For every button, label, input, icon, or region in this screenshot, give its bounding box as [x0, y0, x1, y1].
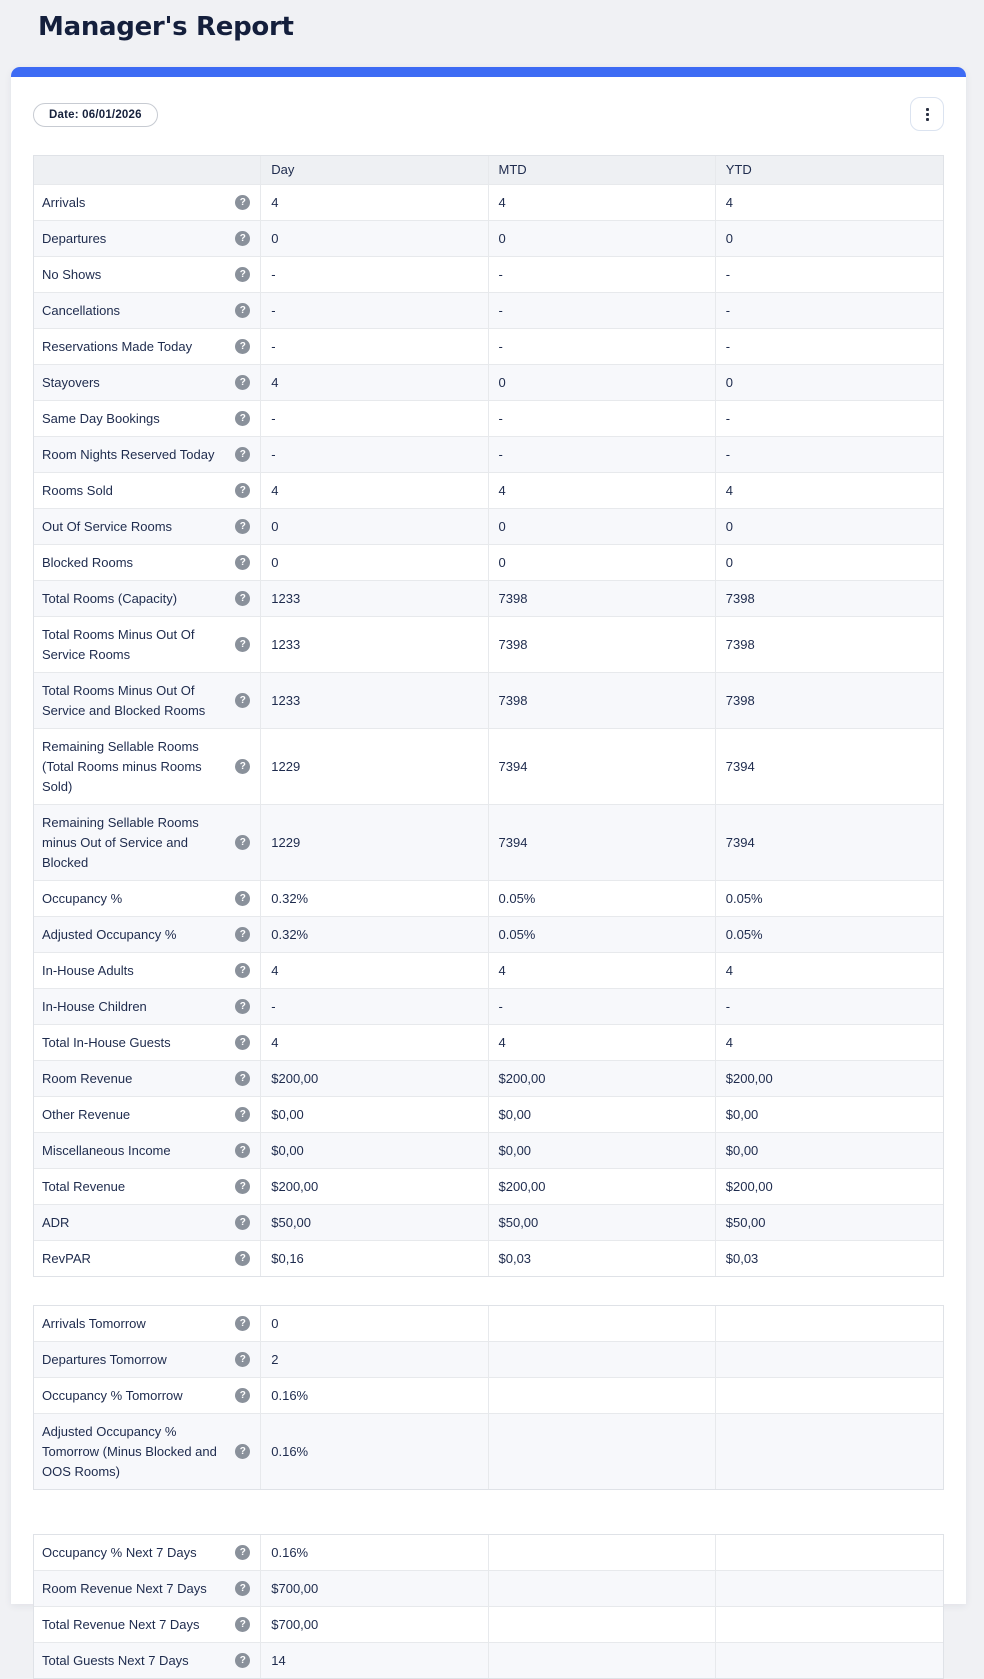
cell-ytd: - — [725, 266, 731, 282]
table-row — [34, 1571, 943, 1607]
column-header-empty — [34, 156, 261, 184]
table-row — [34, 257, 943, 293]
cell-mtd: 7394 — [489, 805, 716, 880]
row-label: Adjusted Occupancy % — [42, 926, 177, 942]
tomorrow-table — [33, 1305, 944, 1490]
table-row — [34, 1097, 943, 1133]
accent-bar — [11, 67, 966, 77]
cell-ytd — [716, 1342, 943, 1377]
table-row — [34, 1607, 943, 1643]
cell-ytd: 0.05% — [725, 890, 763, 906]
row-label-cell — [34, 221, 261, 256]
table-row — [34, 805, 943, 881]
next-7-days-table — [33, 1534, 944, 1679]
row-label-cell — [34, 581, 261, 616]
cell-mtd: 0.05% — [489, 881, 716, 916]
table-row — [34, 437, 943, 473]
help-icon[interactable]: ? — [235, 375, 250, 390]
help-icon[interactable]: ? — [235, 1617, 250, 1632]
help-icon[interactable]: ? — [235, 693, 250, 708]
help-icon[interactable]: ? — [235, 555, 250, 570]
help-icon[interactable]: ? — [235, 411, 250, 426]
row-label: Departures Tomorrow — [42, 1351, 167, 1367]
row-label-cell — [34, 1169, 261, 1204]
table-row — [34, 1241, 943, 1276]
cell-day: 1233 — [261, 673, 488, 728]
main-report-table — [33, 155, 944, 1277]
help-icon[interactable]: ? — [235, 519, 250, 534]
cell-mtd: 0 — [489, 509, 716, 544]
help-icon[interactable]: ? — [235, 1179, 250, 1194]
help-icon[interactable]: ? — [235, 447, 250, 462]
row-label: RevPAR — [42, 1250, 91, 1266]
cell-ytd: 7398 — [725, 636, 755, 652]
help-icon[interactable]: ? — [235, 891, 250, 906]
table-header-row — [34, 156, 943, 185]
table-row — [34, 1535, 943, 1571]
row-label-cell — [34, 509, 261, 544]
row-label: No Shows — [42, 266, 102, 282]
cell-mtd: $0,00 — [489, 1097, 716, 1132]
cell-ytd: $0,03 — [725, 1250, 759, 1266]
help-icon[interactable]: ? — [235, 1071, 250, 1086]
row-label-cell — [34, 257, 261, 292]
cell-day: 4 — [261, 365, 488, 400]
cell-ytd: 4 — [725, 482, 733, 498]
cell-mtd: - — [489, 257, 716, 292]
cell-day: - — [261, 329, 488, 364]
cell-ytd — [716, 1306, 943, 1341]
row-label: Total Rooms Minus Out Of Service and Blocked Rooms — [42, 682, 206, 718]
cell-mtd: 4 — [489, 473, 716, 508]
row-label-cell — [34, 365, 261, 400]
cell-ytd: 4 — [725, 1034, 733, 1050]
row-label: Occupancy % Tomorrow — [42, 1387, 183, 1403]
row-label: Other Revenue — [42, 1106, 131, 1122]
row-label: In-House Children — [42, 998, 147, 1014]
cell-mtd: $200,00 — [489, 1169, 716, 1204]
row-label-cell — [34, 1571, 261, 1606]
cell-day: 4 — [261, 953, 488, 988]
row-label-cell — [34, 953, 261, 988]
row-label: Total Revenue Next 7 Days — [42, 1616, 200, 1632]
row-label: Rooms Sold — [42, 482, 113, 498]
row-label-cell — [34, 329, 261, 364]
help-icon[interactable]: ? — [235, 1352, 250, 1367]
cell-ytd: 4 — [725, 194, 733, 210]
cell-day: 1233 — [261, 617, 488, 672]
help-icon[interactable]: ? — [235, 927, 250, 942]
cell-day: - — [261, 989, 488, 1024]
table-row — [34, 365, 943, 401]
cell-mtd: - — [489, 401, 716, 436]
cell-ytd: 0.05% — [725, 926, 763, 942]
cell-mtd: 4 — [489, 1025, 716, 1060]
table-row — [34, 1342, 943, 1378]
cell-ytd: 7398 — [725, 692, 755, 708]
help-icon[interactable]: ? — [235, 591, 250, 606]
help-icon[interactable]: ? — [235, 1316, 250, 1331]
row-label-cell — [34, 673, 261, 728]
row-label: Total In-House Guests — [42, 1034, 171, 1050]
column-header-day: Day — [261, 156, 488, 184]
cell-mtd — [489, 1607, 716, 1642]
row-label-cell — [34, 545, 261, 580]
cell-mtd: 0.05% — [489, 917, 716, 952]
cell-day: 0.16% — [261, 1378, 488, 1413]
cell-ytd: 0 — [725, 230, 733, 246]
cell-ytd — [716, 1643, 943, 1678]
cell-mtd — [489, 1378, 716, 1413]
cell-mtd — [489, 1306, 716, 1341]
row-label: Departures — [42, 230, 107, 246]
cell-day: 0.32% — [261, 881, 488, 916]
row-label-cell — [34, 1342, 261, 1377]
cell-ytd: 0 — [725, 554, 733, 570]
cell-mtd: 7394 — [489, 729, 716, 804]
cell-day: 14 — [261, 1643, 488, 1678]
row-label: Adjusted Occupancy % Tomorrow (Minus Blocked and OOS Rooms) — [42, 1423, 217, 1479]
table-row — [34, 293, 943, 329]
cell-day: $700,00 — [261, 1607, 488, 1642]
help-icon[interactable]: ? — [235, 483, 250, 498]
table-row — [34, 1061, 943, 1097]
help-icon[interactable]: ? — [235, 303, 250, 318]
row-label: In-House Adults — [42, 962, 134, 978]
table-row — [34, 581, 943, 617]
help-icon[interactable]: ? — [235, 637, 250, 652]
row-label: ADR — [42, 1214, 70, 1230]
help-icon[interactable]: ? — [235, 963, 250, 978]
cell-ytd: 7394 — [725, 758, 755, 774]
table-row — [34, 673, 943, 729]
cell-mtd: - — [489, 329, 716, 364]
row-label-cell — [34, 1306, 261, 1341]
help-icon[interactable]: ? — [235, 195, 250, 210]
table-row — [34, 329, 943, 365]
cell-mtd: - — [489, 437, 716, 472]
row-label: Arrivals Tomorrow — [42, 1315, 146, 1331]
row-label: Blocked Rooms — [42, 554, 134, 570]
row-label: Total Guests Next 7 Days — [42, 1652, 189, 1668]
table-row — [34, 509, 943, 545]
row-label-cell — [34, 1414, 261, 1489]
table-row — [34, 473, 943, 509]
table-row — [34, 401, 943, 437]
table-row — [34, 881, 943, 917]
table-row — [34, 1025, 943, 1061]
cell-day: - — [261, 257, 488, 292]
row-label: Room Revenue — [42, 1070, 133, 1086]
table-row — [34, 1378, 943, 1414]
cell-day: $0,00 — [261, 1097, 488, 1132]
cell-day: 0.16% — [261, 1414, 488, 1489]
cell-mtd: 7398 — [489, 581, 716, 616]
cell-mtd: $0,03 — [489, 1241, 716, 1276]
row-label-cell — [34, 185, 261, 220]
row-label-cell — [34, 617, 261, 672]
cell-ytd: - — [725, 410, 731, 426]
table-row — [34, 1205, 943, 1241]
cell-mtd: $50,00 — [489, 1205, 716, 1240]
cell-day: - — [261, 437, 488, 472]
table-row — [34, 729, 943, 805]
help-icon[interactable]: ? — [235, 1251, 250, 1266]
table-row — [34, 1414, 943, 1489]
date-filter-pill[interactable]: Date: 06/01/2026 — [33, 103, 158, 127]
row-label-cell — [34, 1378, 261, 1413]
cell-ytd — [716, 1607, 943, 1642]
cell-ytd: - — [725, 998, 731, 1014]
cell-ytd: $200,00 — [725, 1070, 773, 1086]
cell-day: 1233 — [261, 581, 488, 616]
row-label-cell — [34, 1241, 261, 1276]
help-icon[interactable]: ? — [235, 759, 250, 774]
column-header-mtd: MTD — [489, 156, 716, 184]
row-label: Stayovers — [42, 374, 100, 390]
cell-mtd: 0 — [489, 545, 716, 580]
cell-mtd: $0,00 — [489, 1133, 716, 1168]
row-label-cell — [34, 917, 261, 952]
cell-day: - — [261, 401, 488, 436]
cell-day: 2 — [261, 1342, 488, 1377]
table-row — [34, 1306, 943, 1342]
table-row — [34, 221, 943, 257]
cell-mtd: 7398 — [489, 673, 716, 728]
cell-mtd: $200,00 — [489, 1061, 716, 1096]
table-row — [34, 953, 943, 989]
cell-ytd: $0,00 — [725, 1142, 759, 1158]
cell-mtd: 4 — [489, 953, 716, 988]
cell-day: $0,16 — [261, 1241, 488, 1276]
row-label-cell — [34, 1643, 261, 1678]
help-icon[interactable]: ? — [235, 1653, 250, 1668]
row-label-cell — [34, 1205, 261, 1240]
help-icon[interactable]: ? — [235, 1581, 250, 1596]
row-label-cell — [34, 1025, 261, 1060]
cell-day: 0 — [261, 545, 488, 580]
row-label: Out Of Service Rooms — [42, 518, 173, 534]
cell-day: 4 — [261, 185, 488, 220]
table-row — [34, 917, 943, 953]
report-card — [11, 67, 966, 1668]
cell-ytd — [716, 1571, 943, 1606]
cell-mtd: 0 — [489, 365, 716, 400]
row-label: Room Revenue Next 7 Days — [42, 1580, 207, 1596]
cell-mtd — [489, 1643, 716, 1678]
cell-ytd: 4 — [725, 962, 733, 978]
cell-ytd: - — [725, 302, 731, 318]
row-label-cell — [34, 989, 261, 1024]
row-label-cell — [34, 1097, 261, 1132]
cell-day: 0 — [261, 1306, 488, 1341]
help-icon[interactable]: ? — [235, 1545, 250, 1560]
row-label: Room Nights Reserved Today — [42, 446, 215, 462]
row-label: Remaining Sellable Rooms minus Out of Service and Blocked — [42, 814, 199, 870]
cell-day: 4 — [261, 473, 488, 508]
row-label-cell — [34, 437, 261, 472]
cell-mtd — [489, 1535, 716, 1570]
cell-ytd: 7394 — [725, 834, 755, 850]
more-options-button[interactable] — [910, 97, 944, 131]
cell-mtd — [489, 1342, 716, 1377]
cell-ytd: - — [725, 446, 731, 462]
row-label: Miscellaneous Income — [42, 1142, 171, 1158]
cell-ytd: 7398 — [725, 590, 755, 606]
cell-day: $50,00 — [261, 1205, 488, 1240]
row-label: Occupancy % Next 7 Days — [42, 1544, 197, 1560]
cell-mtd: - — [489, 989, 716, 1024]
help-icon[interactable]: ? — [235, 835, 250, 850]
page-title: Manager's Report — [38, 12, 294, 42]
cell-day: 0 — [261, 221, 488, 256]
table-row — [34, 989, 943, 1025]
row-label-cell — [34, 293, 261, 328]
help-icon[interactable]: ? — [235, 1143, 250, 1158]
row-label: Remaining Sellable Rooms (Total Rooms minus Rooms Sold) — [42, 738, 202, 794]
row-label: Same Day Bookings — [42, 410, 160, 426]
table-row — [34, 185, 943, 221]
cell-day: 0.16% — [261, 1535, 488, 1570]
help-icon[interactable]: ? — [235, 267, 250, 282]
help-icon[interactable]: ? — [235, 1035, 250, 1050]
cell-day: 4 — [261, 1025, 488, 1060]
row-label: Arrivals — [42, 194, 86, 210]
table-row — [34, 1133, 943, 1169]
cell-ytd: 0 — [725, 518, 733, 534]
row-label-cell — [34, 401, 261, 436]
cell-day: - — [261, 293, 488, 328]
row-label-cell — [34, 1607, 261, 1642]
cell-day: 0.32% — [261, 917, 488, 952]
cell-ytd: - — [725, 338, 731, 354]
row-label-cell — [34, 1133, 261, 1168]
cell-day: 1229 — [261, 729, 488, 804]
row-label: Total Rooms (Capacity) — [42, 590, 178, 606]
cell-ytd: $50,00 — [725, 1214, 766, 1230]
cell-day: $0,00 — [261, 1133, 488, 1168]
help-icon[interactable]: ? — [235, 339, 250, 354]
row-label: Cancellations — [42, 302, 121, 318]
table-row — [34, 617, 943, 673]
cell-mtd — [489, 1571, 716, 1606]
cell-day: 0 — [261, 509, 488, 544]
row-label-cell — [34, 1061, 261, 1096]
help-icon[interactable]: ? — [235, 1388, 250, 1403]
cell-day: $200,00 — [261, 1061, 488, 1096]
cell-day: 1229 — [261, 805, 488, 880]
cell-ytd: $0,00 — [725, 1106, 759, 1122]
column-header-ytd: YTD — [725, 162, 752, 177]
table-row — [34, 1169, 943, 1205]
cell-mtd — [489, 1414, 716, 1489]
help-icon[interactable]: ? — [235, 999, 250, 1014]
kebab-menu-icon — [926, 108, 929, 121]
row-label: Occupancy % — [42, 890, 123, 906]
row-label: Total Revenue — [42, 1178, 126, 1194]
help-icon[interactable]: ? — [235, 1107, 250, 1122]
cell-ytd: 0 — [725, 374, 733, 390]
row-label-cell — [34, 805, 261, 880]
cell-ytd — [716, 1535, 943, 1570]
cell-mtd: - — [489, 293, 716, 328]
cell-day: $200,00 — [261, 1169, 488, 1204]
row-label-cell — [34, 881, 261, 916]
table-row — [34, 545, 943, 581]
row-label-cell — [34, 1535, 261, 1570]
cell-ytd — [716, 1414, 943, 1489]
row-label-cell — [34, 729, 261, 804]
help-icon[interactable]: ? — [235, 1444, 250, 1459]
cell-ytd: $200,00 — [725, 1178, 773, 1194]
help-icon[interactable]: ? — [235, 1215, 250, 1230]
cell-ytd — [716, 1378, 943, 1413]
help-icon[interactable]: ? — [235, 231, 250, 246]
cell-mtd: 7398 — [489, 617, 716, 672]
table-row — [34, 1643, 943, 1678]
cell-mtd: 4 — [489, 185, 716, 220]
row-label: Reservations Made Today — [42, 338, 193, 354]
cell-mtd: 0 — [489, 221, 716, 256]
cell-day: $700,00 — [261, 1571, 488, 1606]
row-label: Total Rooms Minus Out Of Service Rooms — [42, 626, 195, 662]
row-label-cell — [34, 473, 261, 508]
